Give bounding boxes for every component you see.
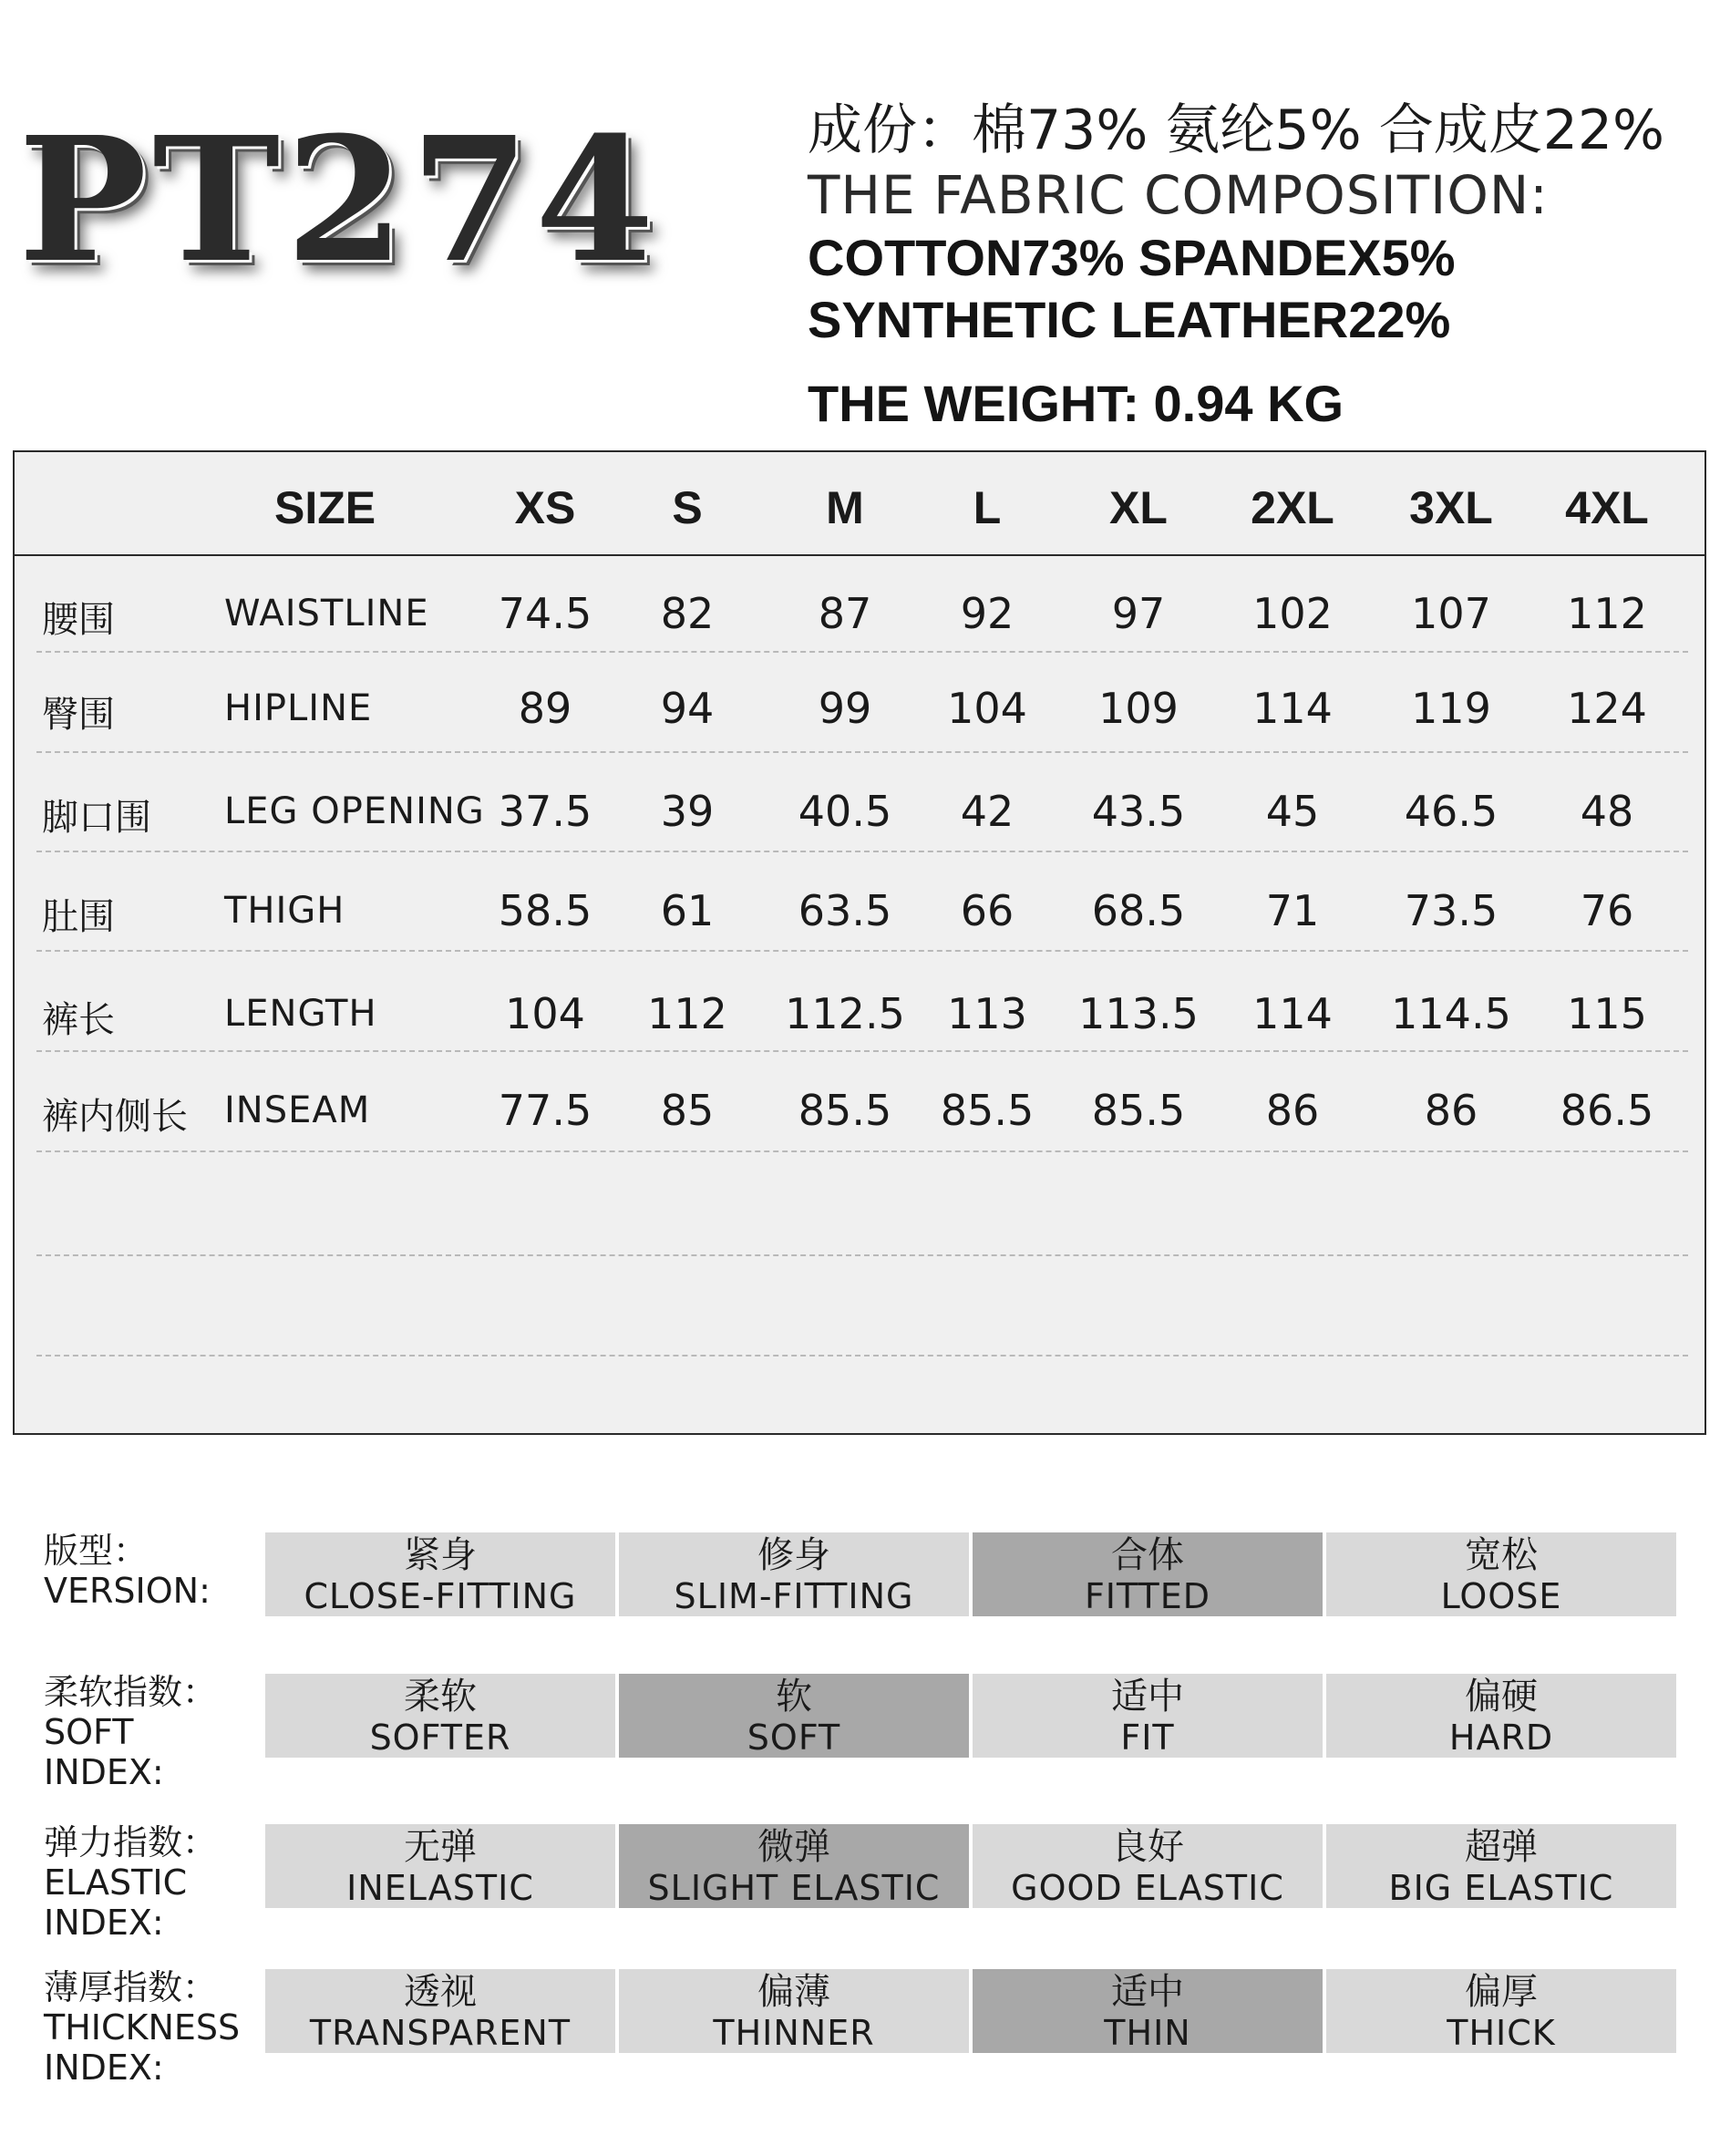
measure-value: 71: [1265, 886, 1320, 935]
measure-label-en: HIPLINE: [224, 687, 373, 729]
measure-value: 104: [947, 684, 1027, 733]
index-option-selected: [619, 1824, 969, 1908]
size-chart: [13, 450, 1706, 1435]
size-header-2xl: 2XL: [1251, 482, 1334, 533]
measure-value: 112: [647, 989, 727, 1038]
measure-value: 46.5: [1404, 787, 1499, 836]
index-option: [1326, 1532, 1676, 1616]
measure-value: 85.5: [940, 1086, 1035, 1135]
index-option: [619, 1969, 969, 2053]
measure-value: 114.5: [1391, 989, 1511, 1038]
option-label-cn: 超弹: [1465, 1826, 1538, 1868]
index-option: [1326, 1674, 1676, 1758]
row-divider: [36, 1050, 1688, 1052]
size-header-s: S: [672, 482, 703, 533]
option-label-cn: 良好: [1111, 1826, 1184, 1868]
measure-value: 109: [1098, 684, 1179, 733]
option-label-cn: 宽松: [1465, 1534, 1538, 1576]
row-divider: [36, 950, 1688, 952]
index-label: [44, 1672, 217, 1792]
option-label-cn: 适中: [1111, 1676, 1184, 1718]
option-label-cn: 无弹: [404, 1826, 477, 1868]
option-label-en: SOFTER: [369, 1718, 511, 1758]
measure-value: 97: [1111, 589, 1166, 638]
measure-value: 61: [660, 886, 715, 935]
measure-value: 76: [1580, 886, 1634, 935]
measure-value: 66: [960, 886, 1014, 935]
measure-label-cn: 腰围: [42, 599, 115, 641]
measure-value: 119: [1411, 684, 1491, 733]
size-chart-header: [15, 452, 1705, 556]
measure-value: 115: [1567, 989, 1647, 1038]
index-label-en: SOFT: [44, 1712, 134, 1752]
option-label-en: GOOD ELASTIC: [1011, 1868, 1284, 1908]
measure-value: 112: [1567, 589, 1647, 638]
option-label-en: TRANSPARENT: [309, 2013, 572, 2053]
option-label-en: THINNER: [713, 2013, 875, 2053]
measure-value: 40.5: [798, 787, 892, 836]
composition-line-2: SYNTHETIC LEATHER22%: [808, 291, 1451, 348]
measure-value: 37.5: [498, 787, 592, 836]
index-option: [619, 1532, 969, 1616]
measure-value: 114: [1252, 989, 1333, 1038]
option-label-cn: 偏厚: [1465, 1971, 1538, 2013]
option-label-en: CLOSE-FITTING: [304, 1576, 577, 1616]
option-label-cn: 软: [776, 1676, 812, 1718]
empty-row-divider: [36, 1254, 1688, 1256]
measure-label-en: INSEAM: [224, 1089, 371, 1131]
index-option: [265, 1969, 615, 2053]
composition-chinese: 成份：棉73% 氨纶5% 合成皮22%: [808, 98, 1665, 162]
index-option: [265, 1824, 615, 1908]
size-header-xs: XS: [514, 482, 576, 533]
option-label-cn: 柔软: [404, 1676, 477, 1718]
measure-value: 86: [1265, 1086, 1320, 1135]
measure-value: 86: [1424, 1086, 1478, 1135]
option-label-cn: 透视: [404, 1971, 477, 2013]
index-label-en: VERSION:: [44, 1571, 211, 1611]
option-label-cn: 偏薄: [757, 1971, 830, 2013]
measure-label-en: LEG OPENING: [224, 790, 485, 832]
option-label-en: SOFT: [747, 1718, 841, 1758]
measure-value: 39: [660, 787, 715, 836]
option-label-en: THICK: [1447, 2013, 1556, 2053]
index-option: [973, 1674, 1323, 1758]
measure-value: 114: [1252, 684, 1333, 733]
measure-value: 89: [518, 684, 572, 733]
measure-value: 85: [660, 1086, 715, 1135]
measure-label-en: LENGTH: [224, 993, 377, 1035]
index-option: [973, 1824, 1323, 1908]
measure-value: 99: [818, 684, 872, 733]
size-header-label: SIZE: [274, 482, 376, 533]
index-option: [265, 1532, 615, 1616]
size-header-m: M: [826, 482, 864, 533]
measure-label-cn: 臀围: [42, 694, 115, 736]
option-label-cn: 修身: [757, 1534, 830, 1576]
option-label-en: INELASTIC: [346, 1868, 534, 1908]
measure-value: 63.5: [798, 886, 892, 935]
index-label-en: INDEX:: [44, 2048, 164, 2088]
measure-value: 87: [818, 589, 872, 638]
measure-value: 43.5: [1091, 787, 1186, 836]
measure-label-cn: 裤长: [42, 999, 115, 1041]
option-label-en: THIN: [1104, 2013, 1191, 2053]
option-label-en: LOOSE: [1440, 1576, 1562, 1616]
option-label-en: FIT: [1120, 1718, 1175, 1758]
index-option-selected: [973, 1532, 1323, 1616]
product-code-logo: PT274: [18, 99, 660, 301]
measure-label-cn: 脚口围: [42, 797, 151, 839]
measure-value: 82: [660, 589, 715, 638]
index-option: [265, 1674, 615, 1758]
measure-value: 92: [960, 589, 1014, 638]
measure-label-cn: 肚围: [42, 896, 115, 938]
index-label-en: INDEX:: [44, 1752, 164, 1792]
measure-label-en: WAISTLINE: [224, 593, 429, 634]
index-option: [1326, 1824, 1676, 1908]
measure-value: 68.5: [1091, 886, 1186, 935]
option-label-cn: 适中: [1111, 1971, 1184, 2013]
measure-value: 86.5: [1560, 1086, 1654, 1135]
measure-value: 48: [1580, 787, 1634, 836]
measure-value: 124: [1567, 684, 1647, 733]
size-header-3xl: 3XL: [1409, 482, 1493, 533]
measure-value: 112.5: [785, 989, 905, 1038]
option-label-en: BIG ELASTIC: [1388, 1868, 1614, 1908]
measure-value: 42: [960, 787, 1014, 836]
measure-value: 58.5: [498, 886, 592, 935]
option-label-en: SLIM-FITTING: [674, 1576, 914, 1616]
measure-value: 85.5: [798, 1086, 892, 1135]
measure-value: 107: [1411, 589, 1491, 638]
index-label-cn: 版型：: [44, 1531, 149, 1571]
index-label-cn: 柔软指数：: [44, 1672, 218, 1712]
index-label-cn: 薄厚指数：: [44, 1967, 218, 2007]
option-label-en: SLIGHT ELASTIC: [647, 1868, 941, 1908]
row-divider: [36, 651, 1688, 653]
row-divider: [36, 851, 1688, 852]
measure-value: 113: [947, 989, 1027, 1038]
measure-value: 45: [1265, 787, 1320, 836]
row-divider: [36, 1150, 1688, 1152]
measure-label-en: THIGH: [224, 890, 345, 932]
option-label-en: FITTED: [1084, 1576, 1211, 1616]
index-option-selected: [973, 1969, 1323, 2053]
index-label-en: THICKNESS: [44, 2007, 241, 2048]
measure-value: 113.5: [1078, 989, 1199, 1038]
measure-value: 85.5: [1091, 1086, 1186, 1135]
composition-title: THE FABRIC COMPOSITION:: [808, 164, 1549, 226]
row-divider: [36, 751, 1688, 753]
measure-value: 74.5: [498, 589, 592, 638]
measure-value: 94: [660, 684, 715, 733]
size-header-4xl: 4XL: [1565, 482, 1649, 533]
size-header-xl: XL: [1109, 482, 1168, 533]
composition-line-1: COTTON73% SPANDEX5%: [808, 229, 1456, 286]
index-label: [44, 1531, 211, 1611]
empty-row-divider: [36, 1355, 1688, 1357]
measure-label-cn: 裤内侧长: [42, 1096, 188, 1138]
index-label: [44, 1967, 240, 2088]
measure-value: 73.5: [1404, 886, 1499, 935]
option-label-en: HARD: [1448, 1718, 1554, 1758]
measure-value: 77.5: [498, 1086, 592, 1135]
index-label-en: ELASTIC: [44, 1862, 188, 1903]
weight-label: THE WEIGHT: 0.94 KG: [808, 375, 1344, 432]
index-option: [1326, 1969, 1676, 2053]
measure-value: 104: [505, 989, 585, 1038]
index-label-cn: 弹力指数：: [44, 1822, 218, 1862]
option-label-cn: 微弹: [757, 1826, 830, 1868]
option-label-cn: 紧身: [404, 1534, 477, 1576]
index-label: [44, 1822, 217, 1943]
index-option-selected: [619, 1674, 969, 1758]
option-label-cn: 偏硬: [1465, 1676, 1538, 1718]
measure-value: 102: [1252, 589, 1333, 638]
index-label-en: INDEX:: [44, 1903, 164, 1943]
option-label-cn: 合体: [1111, 1534, 1184, 1576]
size-header-l: L: [973, 482, 1002, 533]
